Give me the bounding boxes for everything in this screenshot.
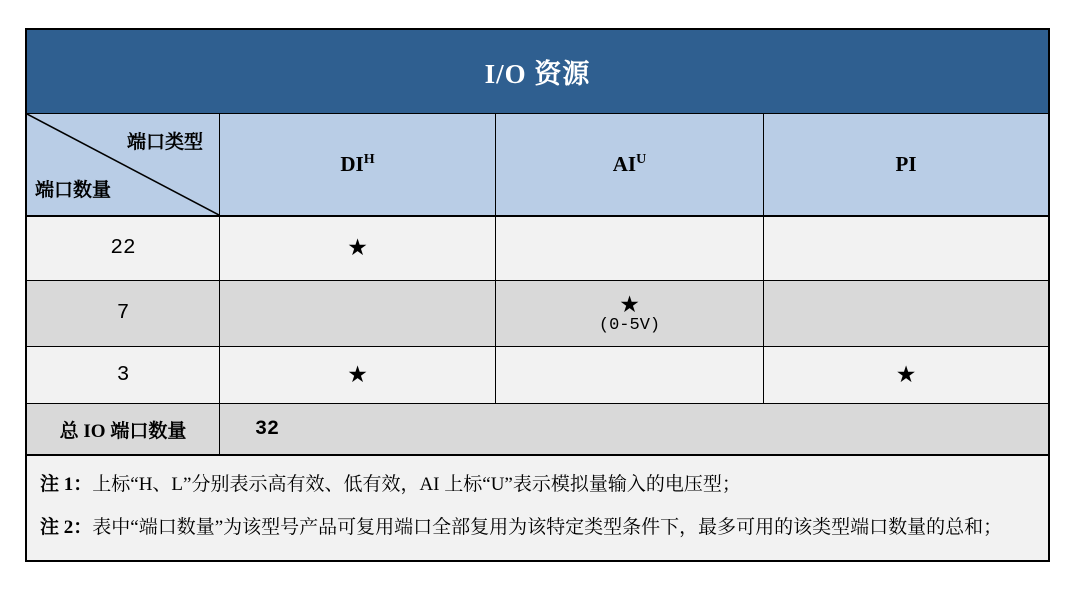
note-1-text: 上标“H、L”分别表示高有效、低有效，AI 上标“U”表示模拟量输入的电压型； xyxy=(92,474,741,495)
ai-mark-cell xyxy=(496,347,764,403)
io-resource-table xyxy=(25,28,1050,562)
diagonal-header-cell xyxy=(27,114,220,215)
total-label: 总 IO 端口数量 xyxy=(27,404,220,454)
di-mark-cell xyxy=(220,217,496,280)
star-icon: ★ xyxy=(895,361,917,387)
voltage-range-note: (0-5V) xyxy=(598,315,661,335)
diagonal-label-port-count: 端口数量 xyxy=(35,180,112,201)
table-row xyxy=(27,347,1048,404)
star-icon: ★ xyxy=(619,291,640,317)
column-header-pi-label: PI xyxy=(895,152,917,176)
column-header-di-label: $DI^H$ xyxy=(340,152,375,176)
column-header-ai-label: $AI^U$ xyxy=(612,152,647,176)
table-row xyxy=(27,281,1048,347)
total-value: 32 xyxy=(255,417,280,441)
note-1-label: 注 1： xyxy=(40,474,93,495)
total-row xyxy=(27,404,1048,456)
column-header-pi xyxy=(764,114,1048,215)
pi-mark-cell xyxy=(764,217,1048,280)
port-count-cell: 22 xyxy=(27,217,220,280)
ai-mark-cell xyxy=(496,217,764,280)
di-mark-cell xyxy=(220,281,496,346)
di-mark-cell xyxy=(220,347,496,403)
pi-mark-cell xyxy=(764,347,1048,403)
port-count-cell: 7 xyxy=(27,281,220,346)
note-2-text: 表中“端口数量”为该型号产品可复用端口全部复用为该特定类型条件下，最多可用的该类型端口数量的总和； xyxy=(92,516,1003,538)
star-icon: ★ xyxy=(347,235,368,261)
pi-mark-cell xyxy=(764,281,1048,346)
table-header-row xyxy=(27,114,1048,217)
note-2 xyxy=(40,507,1033,550)
column-header-ai xyxy=(496,114,764,215)
port-count-cell: 3 xyxy=(27,347,220,403)
star-icon: ★ xyxy=(347,361,368,387)
note-2-label: 注 2： xyxy=(40,516,93,538)
ai-mark-cell xyxy=(496,281,764,346)
table-row xyxy=(27,217,1048,281)
notes-section xyxy=(27,456,1048,560)
table-title: I/O 资源 xyxy=(484,59,591,89)
diagonal-label-port-type: 端口类型 xyxy=(126,132,203,153)
column-header-di xyxy=(220,114,496,215)
table-title-row xyxy=(27,30,1048,114)
note-1 xyxy=(40,464,1033,507)
